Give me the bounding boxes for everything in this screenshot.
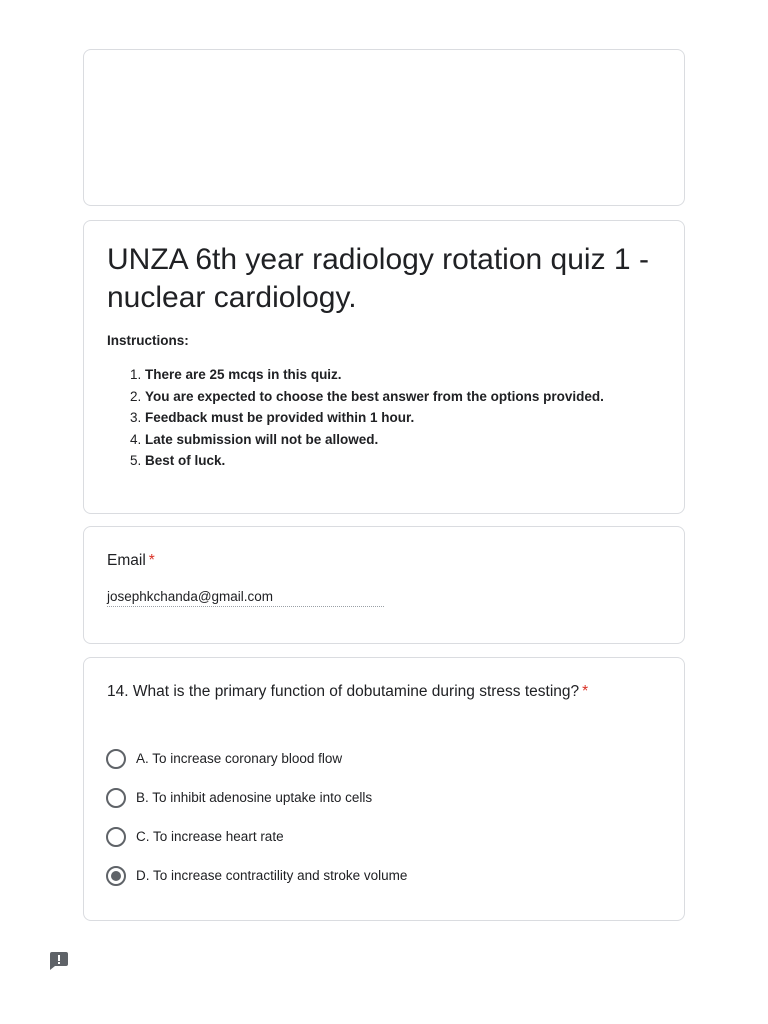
instruction-item: 5. Best of luck. <box>145 450 604 472</box>
instruction-item: 3. Feedback must be provided within 1 hour. <box>145 407 604 429</box>
question-card <box>83 657 685 921</box>
question-text: 14. What is the primary function of dobutamine during stress testing? <box>107 683 580 700</box>
radio-button[interactable] <box>106 827 126 847</box>
required-asterisk: * <box>582 683 589 700</box>
instructions-heading: Instructions: <box>107 333 189 348</box>
form-banner <box>83 49 685 206</box>
required-asterisk: * <box>148 552 155 569</box>
form-header-card <box>83 220 685 514</box>
answer-options <box>106 739 407 895</box>
option-a[interactable] <box>106 739 407 778</box>
email-question-card <box>83 526 685 644</box>
email-field[interactable]: josephkchanda@gmail.com <box>107 589 384 607</box>
instruction-item: 1. There are 25 mcqs in this quiz. <box>145 364 604 386</box>
radio-button[interactable] <box>106 749 126 769</box>
form-title: UNZA 6th year radiology rotation quiz 1 - nuclear cardiology. <box>107 243 649 314</box>
option-d[interactable] <box>106 856 407 895</box>
option-label: A. To increase coronary blood flow <box>136 751 343 766</box>
instruction-item: 2. You are expected to choose the best answer from the options provided. <box>145 386 604 408</box>
question-label <box>107 683 588 701</box>
email-label <box>107 552 155 570</box>
radio-button[interactable] <box>106 788 126 808</box>
option-label: B. To inhibit adenosine uptake into cells <box>136 790 373 805</box>
instruction-item: 4. Late submission will not be allowed. <box>145 429 604 451</box>
instructions-list <box>107 364 604 472</box>
report-problem-icon[interactable] <box>49 951 69 971</box>
option-b[interactable] <box>106 778 407 817</box>
option-c[interactable] <box>106 817 407 856</box>
option-label: D. To increase contractility and stroke volume <box>136 868 408 883</box>
option-label: C. To increase heart rate <box>136 829 284 844</box>
email-label-text: Email <box>107 552 146 569</box>
radio-button-checked[interactable] <box>106 866 126 886</box>
